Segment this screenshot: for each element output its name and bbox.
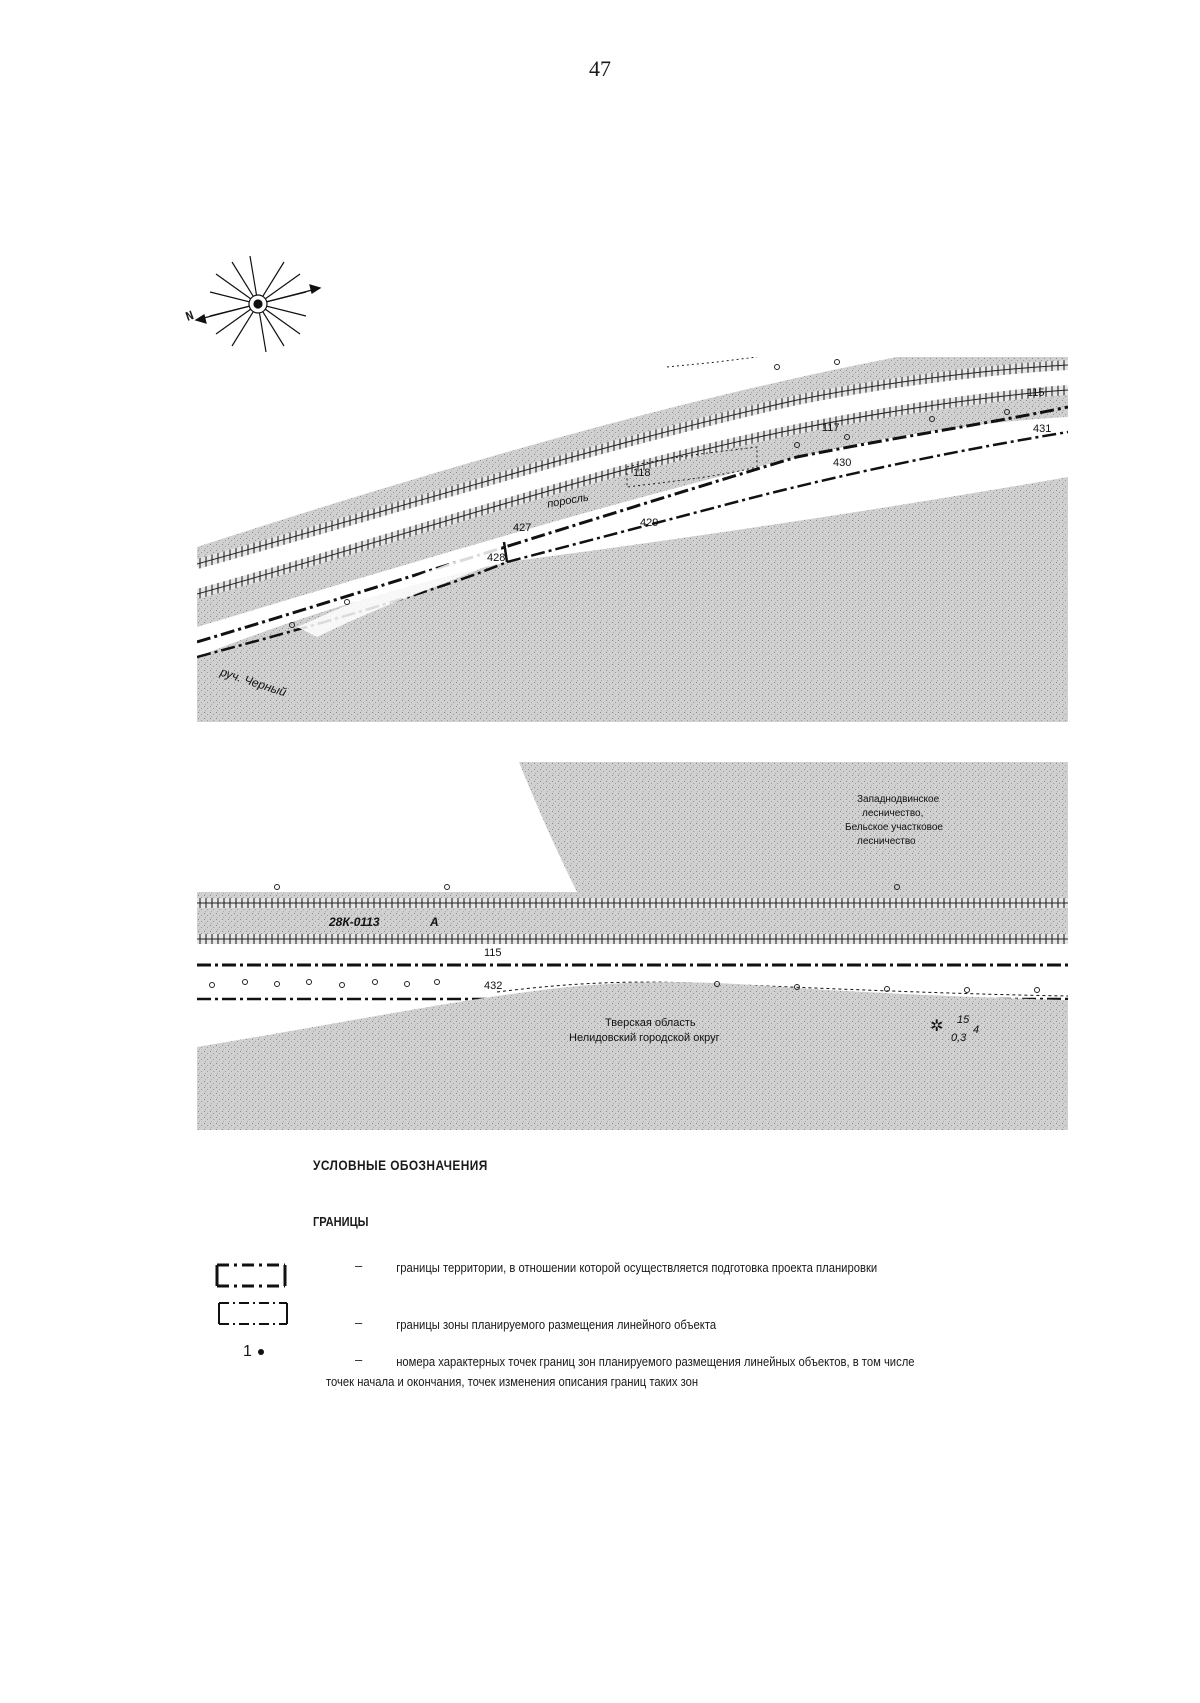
legend-dash-1: – — [355, 1258, 363, 1273]
point-label-428: 428 — [487, 552, 506, 564]
point-label-427: 427 — [513, 522, 532, 534]
tree-icon: ✲ — [930, 1018, 944, 1035]
legend-item-territory: границы территории, в отношении которой осуществляется подготовка проекта планировки — [396, 1261, 878, 1275]
legend-item-zone: границы зоны планируемого размещения линейного объекта — [396, 1318, 717, 1332]
tree-diameter-label: 0,3 — [951, 1032, 967, 1044]
zone-boundary-symbol — [217, 1300, 297, 1328]
tree-count-label: 4 — [973, 1024, 980, 1036]
vegetation-label: поросль — [546, 491, 590, 511]
point-label-430: 430 — [833, 457, 852, 469]
forest-area-bottom — [197, 982, 1068, 1130]
point-label-431: 431 — [1033, 423, 1052, 435]
point-label-115: 115 — [1027, 387, 1045, 399]
stream-label: руч. Черный — [218, 664, 289, 700]
region-label: Тверская область — [605, 1017, 696, 1029]
forestry-label-3: Бельское участковое — [845, 822, 943, 833]
road-number-label: 28К-0113 — [329, 915, 380, 929]
legend-dash-2: – — [355, 1315, 363, 1330]
tree-height-label: 15 — [957, 1014, 970, 1026]
legend-dash-3: – — [355, 1352, 363, 1367]
point-label-115b: 115 — [484, 947, 502, 959]
district-label: Нелидовский городской округ — [569, 1032, 720, 1044]
page-number: 47 — [589, 56, 611, 81]
point-label-117: 117 — [822, 422, 840, 434]
compass-rose-icon — [182, 252, 322, 362]
point-label-432: 432 — [484, 980, 503, 992]
map-fragment-bottom — [197, 762, 1068, 1130]
forestry-label-4: лесничество — [857, 836, 916, 847]
legend-item-points: номера характерных точек границ зон планируемого размещения линейных объектов, в том числе точек начала и окончания, точек изменения описания границ таких зон — [326, 1355, 915, 1389]
forestry-label-1: Западнодвинское — [857, 794, 940, 805]
point-label-118: 118 — [633, 467, 651, 479]
legend-section-title: ГРАНИЦЫ — [313, 1214, 369, 1229]
forestry-label-2: лесничество, — [862, 808, 924, 819]
map-fragment-top — [197, 357, 1068, 722]
legend-title: УСЛОВНЫЕ ОБОЗНАЧЕНИЯ — [313, 1157, 488, 1173]
road-class-label: А — [430, 915, 439, 929]
territory-boundary-symbol — [215, 1262, 295, 1290]
point-number-symbol: 1 — [243, 1343, 264, 1361]
compass-north-label: N — [183, 308, 196, 324]
forest-area-top — [519, 762, 1068, 892]
point-label-429: 429 — [640, 517, 659, 529]
